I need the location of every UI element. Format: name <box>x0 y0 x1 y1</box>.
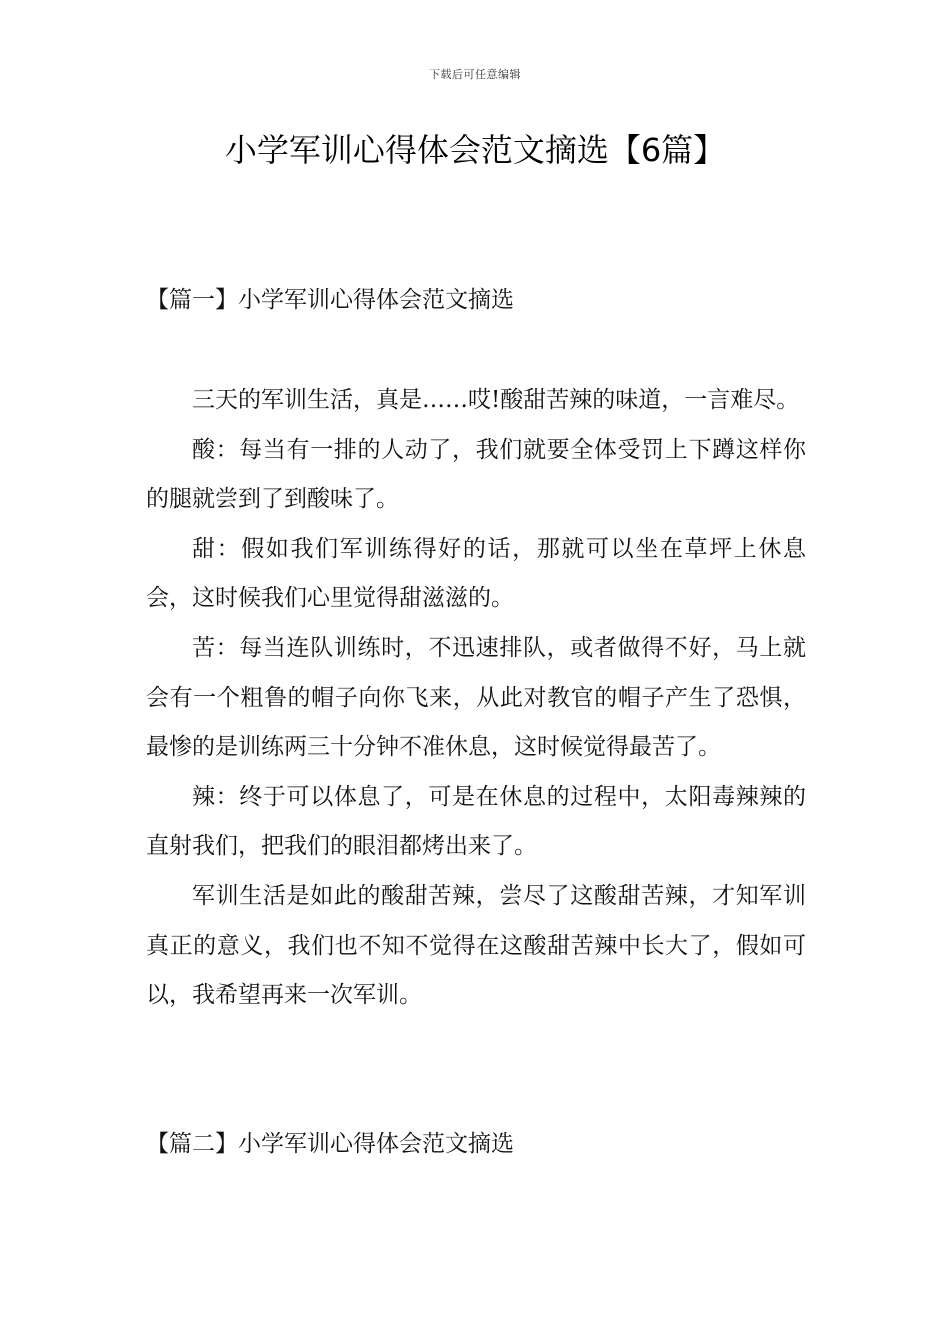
paragraph-4: 苦：每当连队训练时，不迅速排队，或者做得不好，马上就会有一个粗鲁的帽子向你飞来，从此对教官的帽子产生了恐惧，最惨的是训练两三十分钟不准休息，这时候觉得最苦了。 <box>146 634 806 761</box>
section-heading-1: 【篇一】小学军训心得体会范文摘选 <box>146 287 514 313</box>
paragraph-1: 三天的军训生活，真是……哎!酸甜苦辣的味道，一言难尽。 <box>192 387 800 413</box>
document-title: 小学军训心得体会范文摘选【6篇】 <box>224 131 726 169</box>
header-note: 下载后可任意编辑 <box>429 68 521 81</box>
section-1-body <box>146 376 806 1021</box>
paragraph-2: 酸：每当有一排的人动了，我们就要全体受罚上下蹲这样你的腿就尝到了到酸味了。 <box>146 436 806 513</box>
paragraph-5: 辣：终于可以体息了，可是在休息的过程中，太阳毒辣辣的直射我们，把我们的眼泪都烤出来了。 <box>146 783 806 860</box>
paragraph-3: 甜：假如我们军训练得好的话，那就可以坐在草坪上休息会，这时候我们心里觉得甜滋滋的。 <box>146 535 806 612</box>
paragraph-6: 军训生活是如此的酸甜苦辣，尝尽了这酸甜苦辣，才知军训真正的意义，我们也不知不觉得在这酸甜苦辣中长大了，假如可以，我希望再来一次军训。 <box>146 882 806 1009</box>
section-heading-2: 【篇二】小学军训心得体会范文摘选 <box>146 1131 514 1157</box>
